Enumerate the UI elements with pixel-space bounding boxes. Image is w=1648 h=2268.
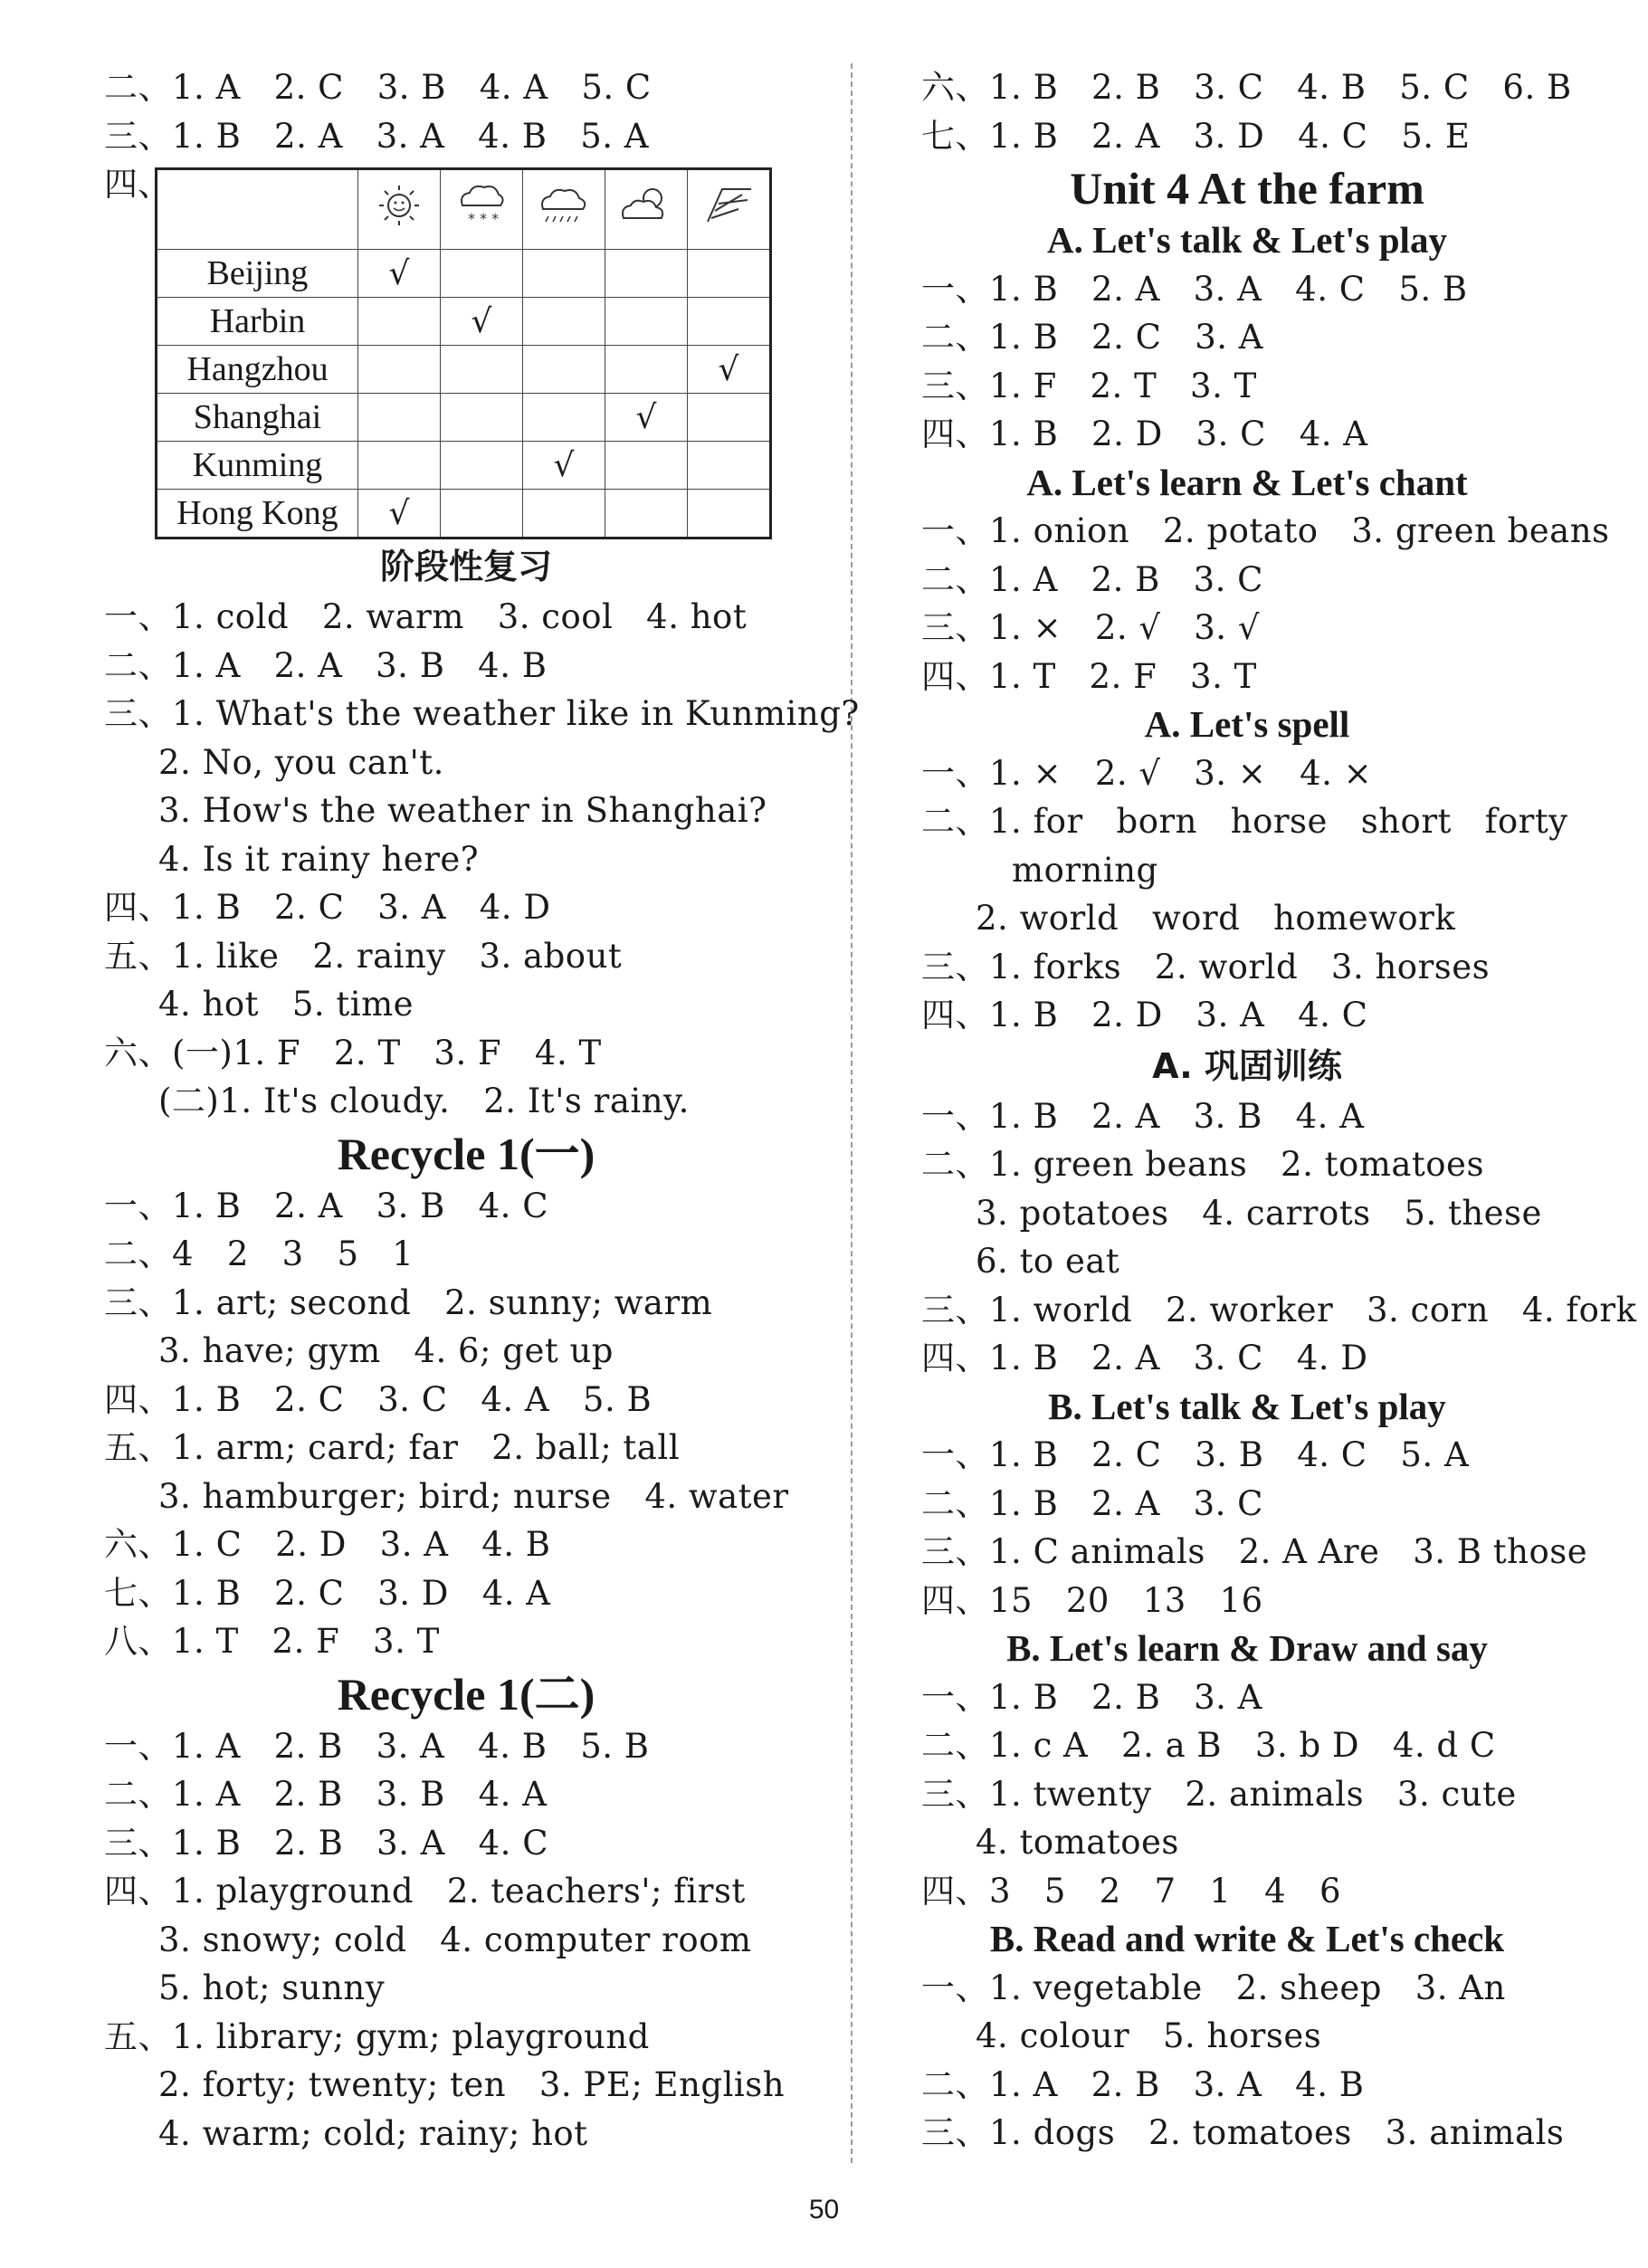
answer-line: 二、1. green beans 2. tomatoes bbox=[921, 1145, 1484, 1184]
answer-line: 一、1. B 2. B 3. A bbox=[921, 1677, 1262, 1717]
answer-line: 3. How's the weather in Shanghai? bbox=[158, 791, 767, 830]
answer-line: 三、1. F 2. T 3. T bbox=[921, 366, 1257, 405]
answer-line: 一、1. vegetable 2. sheep 3. An bbox=[921, 1968, 1506, 2007]
check-cell bbox=[441, 394, 523, 442]
section-title: B. Read and write & Let's check bbox=[989, 1918, 1505, 1959]
answer-line: 3. have; gym 4. 6; get up bbox=[158, 1331, 614, 1370]
answer-line: 四、1. B 2. D 3. C 4. A bbox=[921, 415, 1368, 453]
city-cell: Harbin bbox=[157, 298, 358, 346]
svg-text:* * *: * * * bbox=[468, 210, 500, 227]
answer-line: 五、1. arm; card; far 2. ball; tall bbox=[104, 1428, 681, 1467]
answer-line: 二、1. A 2. C 3. B 4. A 5. C bbox=[104, 68, 652, 107]
table-row bbox=[157, 298, 771, 346]
page-number: 50 bbox=[808, 2195, 840, 2225]
check-cell: √ bbox=[523, 442, 605, 490]
answer-line: 2. forty; twenty; ten 3. PE; English bbox=[158, 2065, 786, 2104]
answer-line: 四、1. B 2. D 3. A 4. C bbox=[921, 996, 1368, 1034]
answer-line: 六、1. B 2. B 3. C 4. B 5. C 6. B bbox=[921, 68, 1572, 107]
answer-line: 三、1. C animals 2. A Are 3. B those bbox=[921, 1532, 1588, 1571]
answer-line: 一、1. × 2. √ 3. × 4. × bbox=[921, 753, 1373, 793]
answer-line: 2. No, you can't. bbox=[158, 742, 444, 782]
answer-line: 二、4 2 3 5 1 bbox=[104, 1234, 414, 1273]
answer-line: morning bbox=[1012, 850, 1158, 890]
check-cell bbox=[605, 442, 688, 490]
answer-line: 四、1. B 2. C 3. C 4. A 5. B bbox=[104, 1379, 653, 1419]
check-cell bbox=[688, 442, 771, 490]
check-cell bbox=[358, 346, 441, 394]
check-cell bbox=[688, 250, 771, 298]
answer-line: 三、1. What's the weather like in Kunming? bbox=[104, 694, 860, 733]
answer-line: 四、1. playground 2. teachers'; first bbox=[104, 1872, 746, 1911]
answer-line: 六、(一)1. F 2. T 3. F 4. T bbox=[104, 1033, 602, 1072]
answer-line: 三、1. forks 2. world 3. horses bbox=[921, 947, 1491, 986]
table-row bbox=[157, 442, 771, 490]
column-divider bbox=[851, 63, 853, 2163]
answer-line: 四、1. T 2. F 3. T bbox=[921, 656, 1257, 696]
snowy-icon bbox=[441, 169, 523, 250]
check-cell: √ bbox=[688, 346, 771, 394]
answer-line: 二、1. c A 2. a B 3. b D 4. d C bbox=[921, 1726, 1496, 1765]
table-corner-cell bbox=[157, 169, 358, 250]
section-title: A. 巩固训练 bbox=[1152, 1045, 1342, 1086]
answer-line: 七、1. B 2. C 3. D 4. A bbox=[104, 1573, 551, 1613]
check-cell bbox=[688, 490, 771, 538]
answer-line: 三、1. B 2. B 3. A 4. C bbox=[104, 1823, 549, 1863]
answer-line: 4. Is it rainy here? bbox=[158, 839, 480, 879]
section-title: B. Let's talk & Let's play bbox=[1048, 1385, 1446, 1427]
windy-icon bbox=[688, 169, 771, 250]
answer-line: 4. hot 5. time bbox=[158, 985, 414, 1024]
answer-line: 五、1. library; gym; playground bbox=[104, 2016, 650, 2056]
answer-line: 二、1. A 2. B 3. A 4. B bbox=[921, 2064, 1365, 2104]
answer-line: 二、1. A 2. B 3. C bbox=[921, 559, 1263, 599]
answer-line: 四、3 5 2 7 1 4 6 bbox=[921, 1871, 1341, 1911]
city-cell: Hong Kong bbox=[157, 490, 358, 538]
answer-line: 一、1. A 2. B 3. A 4. B 5. B bbox=[104, 1726, 650, 1766]
check-cell bbox=[441, 442, 523, 490]
answer-line: 三、1. B 2. A 3. A 4. B 5. A bbox=[104, 116, 649, 156]
answer-line: 二、1. A 2. A 3. B 4. B bbox=[104, 645, 548, 685]
check-cell bbox=[441, 490, 523, 538]
answer-line: 4. colour 5. horses bbox=[976, 2016, 1322, 2055]
table-row bbox=[157, 250, 771, 298]
answer-line: 四、1. B 2. C 3. A 4. D bbox=[104, 888, 551, 927]
check-cell bbox=[523, 250, 605, 298]
answer-line: 三、1. × 2. √ 3. √ bbox=[921, 608, 1260, 647]
answer-line: 二、1. for born horse short forty bbox=[921, 802, 1568, 841]
answer-line: 一、1. onion 2. potato 3. green beans bbox=[921, 511, 1610, 550]
rainy-icon bbox=[523, 169, 605, 250]
answer-line: 六、1. C 2. D 3. A 4. B bbox=[104, 1525, 551, 1564]
check-cell: √ bbox=[605, 394, 688, 442]
answer-line: (二)1. It's cloudy. 2. It's rainy. bbox=[158, 1082, 690, 1120]
check-cell bbox=[523, 298, 605, 346]
left-column bbox=[104, 63, 860, 2158]
check-cell bbox=[358, 394, 441, 442]
answer-line: 三、1. twenty 2. animals 3. cute bbox=[921, 1774, 1517, 1814]
answer-line: 一、1. B 2. A 3. B 4. C bbox=[104, 1186, 549, 1225]
answer-line: 一、1. B 2. A 3. B 4. A bbox=[921, 1096, 1365, 1136]
answer-line: 一、1. cold 2. warm 3. cool 4. hot bbox=[104, 597, 748, 636]
section-title: A. Let's learn & Let's chant bbox=[1026, 461, 1468, 503]
check-cell bbox=[523, 490, 605, 538]
answer-line: 七、1. B 2. A 3. D 4. C 5. E bbox=[921, 116, 1471, 156]
check-cell bbox=[523, 346, 605, 394]
check-cell bbox=[688, 394, 771, 442]
table-label: 四、 bbox=[104, 165, 171, 204]
check-cell bbox=[605, 250, 688, 298]
answer-line: 三、1. art; second 2. sunny; warm bbox=[104, 1282, 713, 1322]
answer-line: 3. potatoes 4. carrots 5. these bbox=[976, 1193, 1542, 1233]
city-cell: Shanghai bbox=[157, 394, 358, 442]
answer-line: 2. world word homework bbox=[976, 899, 1456, 938]
answer-line: 八、1. T 2. F 3. T bbox=[104, 1622, 440, 1661]
section-title-review: 阶段性复习 bbox=[379, 547, 552, 586]
check-cell bbox=[358, 442, 441, 490]
answer-line: 4. tomatoes bbox=[976, 1823, 1179, 1862]
answer-line: 三、1. dogs 2. tomatoes 3. animals bbox=[921, 2113, 1565, 2152]
answer-line: 三、1. world 2. worker 3. corn 4. fork bbox=[921, 1290, 1637, 1329]
section-title-recycle-1-part-1: Recycle 1(一) bbox=[337, 1128, 595, 1179]
check-cell bbox=[441, 250, 523, 298]
answer-line: 四、1. B 2. A 3. C 4. D bbox=[921, 1339, 1368, 1377]
answer-line: 3. hamburger; bird; nurse 4. water bbox=[158, 1476, 789, 1516]
check-cell bbox=[605, 346, 688, 394]
city-cell: Hangzhou bbox=[157, 346, 358, 394]
check-cell bbox=[688, 298, 771, 346]
check-cell: √ bbox=[441, 298, 523, 346]
answer-line: 4. warm; cold; rainy; hot bbox=[158, 2113, 588, 2153]
check-cell bbox=[358, 298, 441, 346]
answer-line: 5. hot; sunny bbox=[158, 1968, 386, 2007]
answer-line: 3. snowy; cold 4. computer room bbox=[158, 1920, 752, 1959]
sunny-icon bbox=[358, 169, 441, 250]
city-cell: Kunming bbox=[157, 442, 358, 490]
answer-line: 二、1. A 2. B 3. B 4. A bbox=[104, 1775, 548, 1814]
check-cell bbox=[523, 394, 605, 442]
section-title: A. Let's talk & Let's play bbox=[1047, 219, 1447, 261]
check-cell: √ bbox=[358, 490, 441, 538]
check-cell bbox=[441, 346, 523, 394]
check-cell: √ bbox=[358, 250, 441, 298]
answer-line: 二、1. B 2. A 3. C bbox=[921, 1483, 1263, 1523]
weather-table bbox=[155, 167, 772, 539]
table-row bbox=[157, 490, 771, 538]
unit-title: Unit 4 At the farm bbox=[1070, 163, 1424, 214]
section-title-recycle-1-part-2: Recycle 1(二) bbox=[337, 1668, 595, 1720]
weather-table-block bbox=[104, 160, 828, 540]
answer-line: 6. to eat bbox=[976, 1242, 1120, 1281]
answer-line: 一、1. B 2. A 3. A 4. C 5. B bbox=[921, 269, 1468, 309]
check-cell bbox=[605, 490, 688, 538]
answer-line: 四、15 20 13 16 bbox=[921, 1580, 1263, 1620]
answer-line: 五、1. like 2. rainy 3. about bbox=[104, 936, 623, 976]
section-title: A. Let's spell bbox=[1144, 703, 1350, 745]
city-cell: Beijing bbox=[157, 250, 358, 298]
cloudy-icon bbox=[605, 169, 688, 250]
right-column bbox=[921, 63, 1637, 2158]
section-title: B. Let's learn & Draw and say bbox=[1006, 1627, 1488, 1669]
answer-line: 二、1. B 2. C 3. A bbox=[921, 318, 1263, 357]
table-row bbox=[157, 394, 771, 442]
table-row bbox=[157, 346, 771, 394]
answer-line: 一、1. B 2. C 3. B 4. C 5. A bbox=[921, 1435, 1470, 1474]
table-header-row bbox=[157, 169, 771, 250]
check-cell bbox=[605, 298, 688, 346]
